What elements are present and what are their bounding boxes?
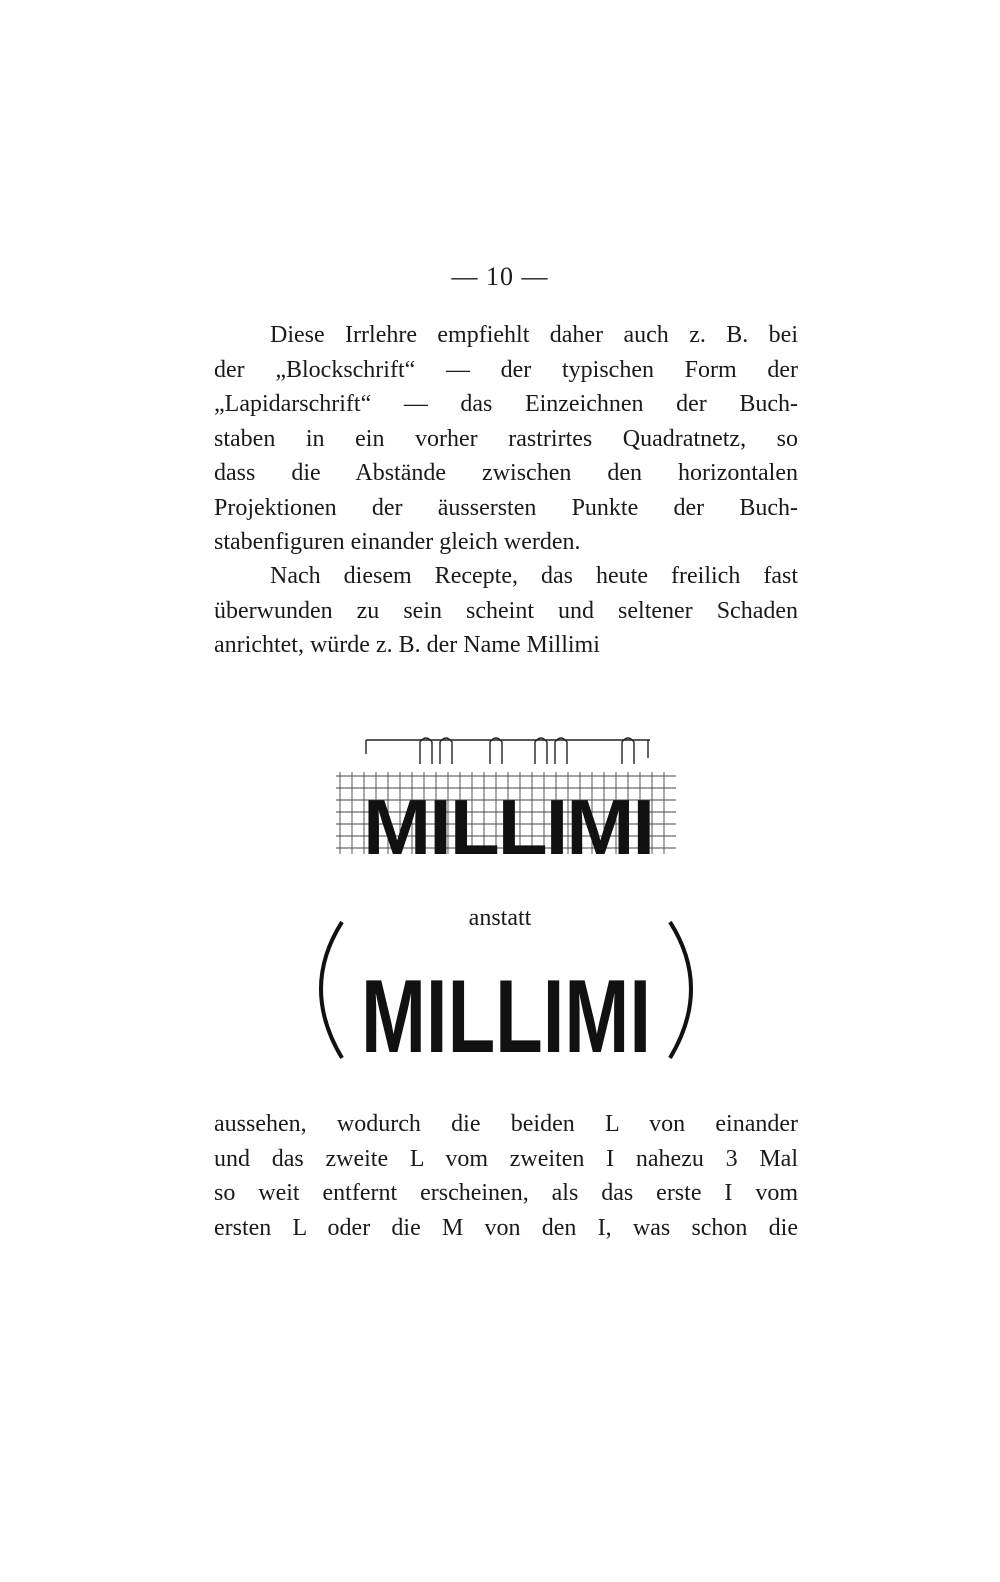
close-parenthesis xyxy=(670,922,691,1058)
open-parenthesis xyxy=(321,922,342,1058)
paragraph-1-line: „Lapidarschrift“ — das Einzeichnen der Buch- xyxy=(214,391,798,417)
paragraph-1 xyxy=(214,318,798,560)
grid-word: MILLIMI xyxy=(363,783,653,858)
paragraph-3-line: und das zweite L vom zweiten I nahezu 3 Mal xyxy=(214,1145,798,1172)
paragraph-1-line: Projektionen der äussersten Punkte der Buch- xyxy=(214,494,798,521)
page-number: — 10 — xyxy=(451,262,549,291)
paragraph-1-line: stabenfiguren einander gleich werden. xyxy=(214,529,581,555)
paragraph-3 xyxy=(214,1107,798,1245)
grid-lettering-figure xyxy=(330,728,680,858)
parenthesized-lettering-figure xyxy=(296,912,716,1072)
paragraph-2 xyxy=(214,559,798,663)
paragraph-3-line: ersten L oder die M von den I, was schon die xyxy=(214,1214,798,1241)
paragraph-1-line: dass die Abstände zwischen den horizontalen xyxy=(214,460,798,486)
projection-lines xyxy=(366,738,650,764)
paragraph-3-line: aussehen, wodurch die beiden L von einander xyxy=(214,1111,798,1137)
paragraph-2-line: anrichtet, würde z. B. der Name Millimi xyxy=(214,632,600,658)
paragraph-1-line: der „Blockschrift“ — der typischen Form der xyxy=(214,356,798,383)
spaced-word: MILLIMI xyxy=(361,959,651,1072)
paragraph-1-line: staben in ein vorher rastrirtes Quadratnetz, so xyxy=(214,425,798,452)
paragraph-2-line: überwunden zu sein scheint und seltener Schaden xyxy=(214,597,798,624)
paragraph-1-line: Diese Irrlehre empfiehlt daher auch z. B. bei xyxy=(270,322,798,348)
paragraph-2-line: Nach diesem Recepte, das heute freilich fast xyxy=(270,563,798,589)
paragraph-3-line: so weit entfernt erscheinen, als das erste I vom xyxy=(214,1180,798,1206)
anstatt-label: anstatt xyxy=(468,905,532,931)
